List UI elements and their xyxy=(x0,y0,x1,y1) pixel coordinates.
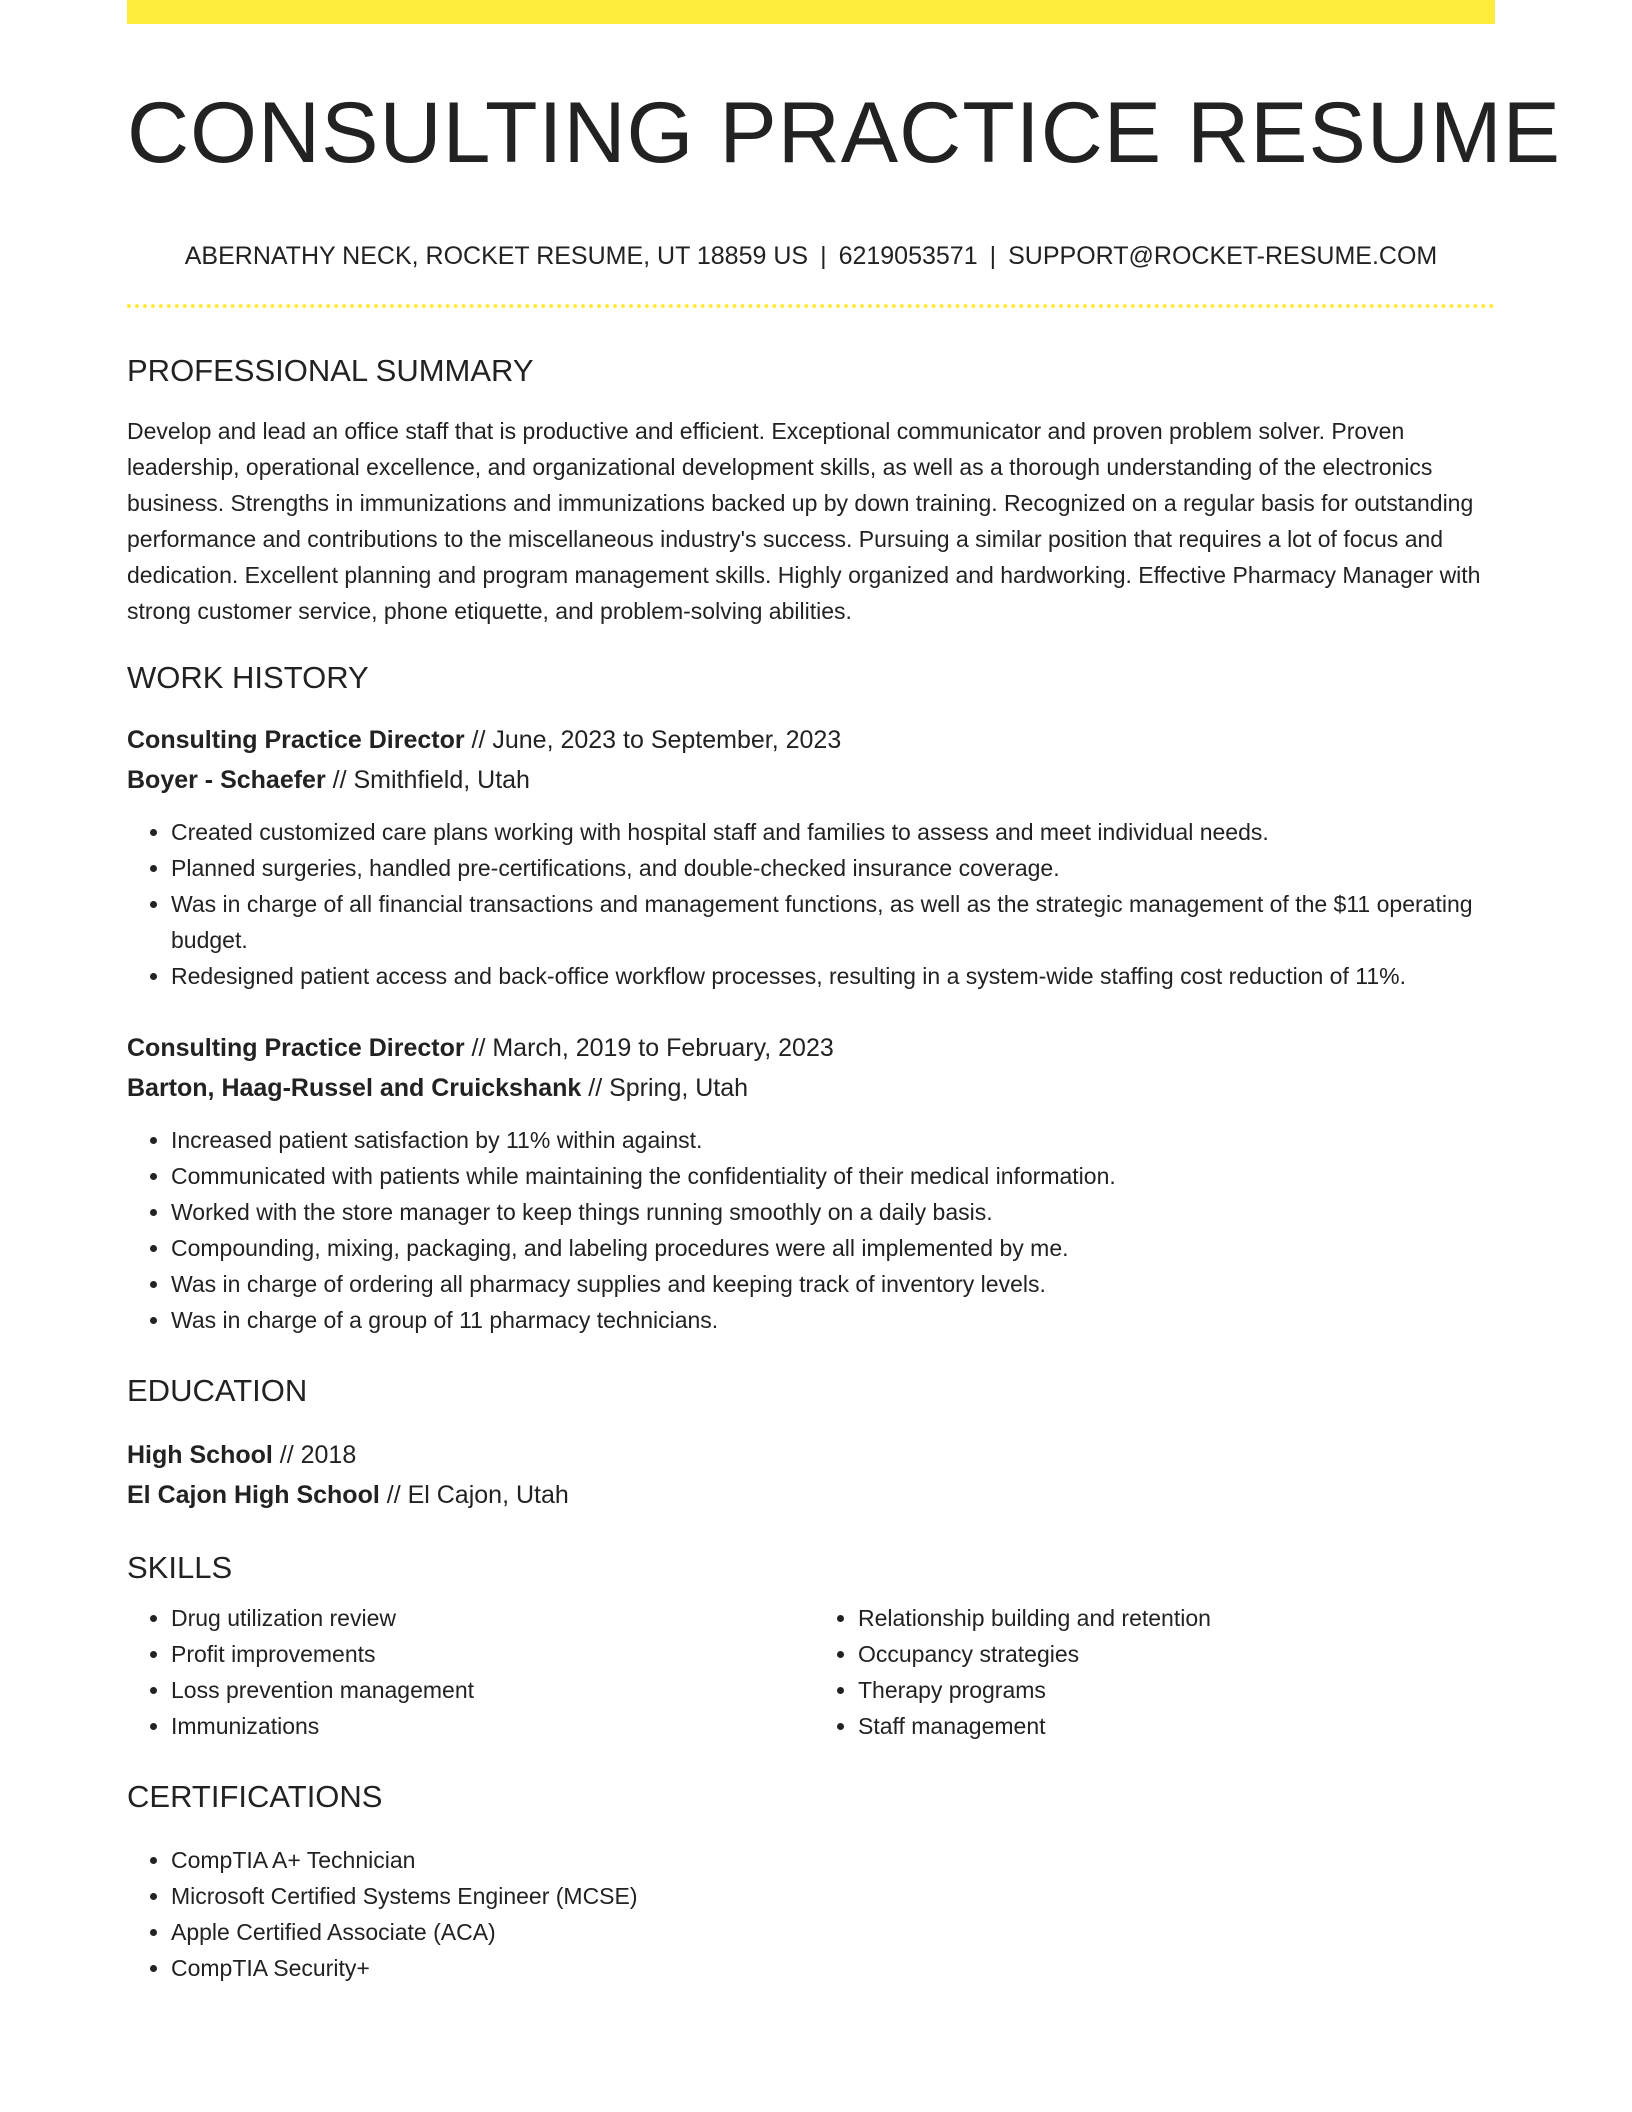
list-item: • Was in charge of all financial transactions and management functions, as well as the strategic management of the $11 operating budget. xyxy=(171,886,1495,958)
job-role: Consulting Practice Director xyxy=(127,1033,465,1062)
list-item: • Worked with the store manager to keep things running smoothly on a daily basis. xyxy=(171,1194,1495,1230)
skills-grid xyxy=(127,1600,1495,1744)
education-school: El Cajon High School xyxy=(127,1481,380,1510)
job-location: // Spring, Utah xyxy=(581,1073,749,1102)
job-entry xyxy=(127,1028,1495,1338)
education-degree: High School xyxy=(127,1441,273,1470)
certifications-heading: CERTIFICATIONS xyxy=(127,1779,383,1815)
job-company: Barton, Haag-Russel and Cruickshank xyxy=(127,1073,582,1102)
job-location: // Smithfield, Utah xyxy=(325,765,530,794)
list-item: • Communicated with patients while maintaining the confidentiality of their medical information. xyxy=(171,1158,1495,1194)
list-item: • CompTIA Security+ xyxy=(171,1950,1495,1986)
list-item: • Was in charge of a group of 11 pharmacy technicians. xyxy=(171,1302,1495,1338)
list-item: • Therapy programs xyxy=(858,1672,1495,1708)
job-title-line xyxy=(127,720,1495,760)
list-item: • Compounding, mixing, packaging, and labeling procedures were all implemented by me. xyxy=(171,1230,1495,1266)
education-degree-line xyxy=(127,1435,1495,1475)
list-item: • Microsoft Certified Systems Engineer (MCSE) xyxy=(171,1878,1495,1914)
list-item: • Was in charge of ordering all pharmacy supplies and keeping track of inventory levels. xyxy=(171,1266,1495,1302)
certifications-list xyxy=(127,1842,1495,1986)
job-company-line xyxy=(127,1068,1495,1108)
phone: 6219053571 xyxy=(838,241,978,270)
email: SUPPORT@ROCKET-RESUME.COM xyxy=(1008,241,1438,270)
education-location: // El Cajon, Utah xyxy=(379,1481,569,1510)
contact-separator: | xyxy=(820,241,827,270)
list-item: • Relationship building and retention xyxy=(858,1600,1495,1636)
job-dates: // June, 2023 to September, 2023 xyxy=(464,725,842,754)
accent-bar xyxy=(127,0,1495,24)
skills-list-left xyxy=(127,1600,808,1744)
summary-heading: PROFESSIONAL SUMMARY xyxy=(127,352,534,388)
list-item: • Redesigned patient access and back-office workflow processes, resulting in a system-wide staffing cost reduction of 11%. xyxy=(171,958,1495,994)
list-item: • Occupancy strategies xyxy=(858,1636,1495,1672)
work-history-heading: WORK HISTORY xyxy=(127,659,369,695)
list-item: • Created customized care plans working with hospital staff and families to assess and meet individual needs. xyxy=(171,814,1495,850)
contact-separator: | xyxy=(989,241,997,270)
list-item: • Profit improvements xyxy=(171,1636,808,1672)
list-item: • CompTIA A+ Technician xyxy=(171,1842,1495,1878)
list-item: • Drug utilization review xyxy=(171,1600,808,1636)
list-item: • Staff management xyxy=(858,1708,1495,1744)
list-item: • Increased patient satisfaction by 11% within against. xyxy=(171,1122,1495,1158)
list-item: • Planned surgeries, handled pre-certifications, and double-checked insurance coverage. xyxy=(171,850,1495,886)
job-company-line xyxy=(127,760,1495,800)
list-item: • Immunizations xyxy=(171,1708,808,1744)
resume-page xyxy=(127,0,1561,1986)
education-heading: EDUCATION xyxy=(127,1372,308,1408)
job-title-line xyxy=(127,1028,1495,1068)
resume-title: CONSULTING PRACTICE RESUME xyxy=(127,85,1561,181)
skills-heading: SKILLS xyxy=(127,1550,233,1586)
summary-text: Develop and lead an office staff that is productive and efficient. Exceptional communicator and proven problem solver. Proven leadership, operational excellence, and organizational development skills, as well as a thorough understanding of the electronics business. Strengths in immunizations and immunizations backed up by down training. Recognized on a regular basis for outstanding performance and contributions to the miscellaneous industry's success. Pursuing a similar position that requires a lot of focus and dedication. Excellent planning and program management skills. Highly organized and hardworking. Effective Pharmacy Manager with strong customer service, phone etiquette, and problem-solving abilities. xyxy=(127,417,1481,624)
job-dates: // March, 2019 to February, 2023 xyxy=(464,1033,834,1062)
job-bullets xyxy=(127,1122,1495,1338)
education-year: // 2018 xyxy=(272,1441,357,1470)
job-role: Consulting Practice Director xyxy=(127,725,465,754)
address: ABERNATHY NECK, ROCKET RESUME, UT 18859 US xyxy=(184,241,809,270)
job-entry xyxy=(127,720,1495,994)
list-item: • Loss prevention management xyxy=(171,1672,808,1708)
skills-list-right xyxy=(808,1600,1495,1744)
contact-line xyxy=(127,241,1495,271)
education-school-line xyxy=(127,1475,1495,1515)
job-bullets xyxy=(127,814,1495,994)
list-item: • Apple Certified Associate (ACA) xyxy=(171,1914,1495,1950)
job-company: Boyer - Schaefer xyxy=(127,765,326,794)
dotted-divider xyxy=(127,304,1495,308)
education-entry xyxy=(127,1435,1495,1515)
